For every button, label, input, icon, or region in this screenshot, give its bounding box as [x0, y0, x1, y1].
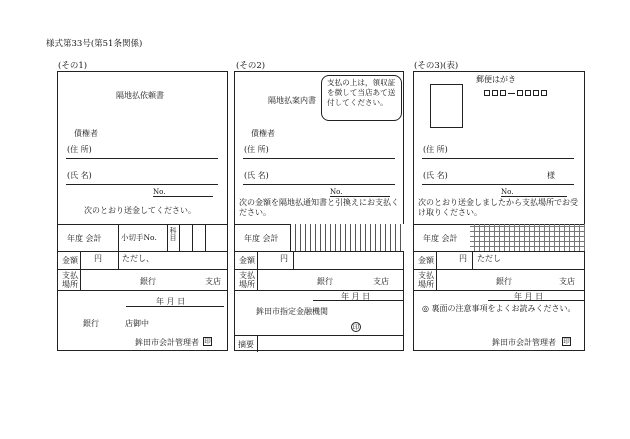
panel-label-2: (その2) [236, 61, 266, 71]
divider [436, 269, 437, 290]
address-line [243, 158, 395, 159]
branch-label: 支店 [559, 277, 575, 286]
year-account-label: 年度 会計 [423, 234, 458, 243]
date-label: 年 月 日 [156, 297, 186, 306]
creditor-label: 債権者 [74, 129, 98, 138]
divider [118, 224, 119, 251]
date-line [488, 300, 585, 301]
number-label: No. [153, 188, 166, 196]
treasurer-label: 鉾田市会計管理者 [135, 338, 199, 347]
divider [414, 269, 584, 270]
divider [472, 251, 473, 269]
divider [257, 269, 258, 290]
date-label: 年 月 日 [341, 292, 371, 301]
amount-label: 金額 [418, 256, 434, 265]
bank-label: 銀行 [140, 277, 156, 286]
stamp-box [430, 84, 463, 128]
divider [436, 251, 437, 269]
however-label: ただし、 [122, 254, 154, 263]
seal-mark: 印 [563, 337, 570, 345]
divider [257, 251, 258, 269]
branch-label: 支店 [205, 277, 221, 286]
address-label: (住 所) [423, 145, 448, 154]
year-account-label: 年度 会計 [67, 234, 102, 243]
panel-heading: 隔地払依頼書 [116, 91, 164, 100]
divider [167, 224, 168, 251]
treasurer-label: 鉾田市会計管理者 [492, 338, 556, 347]
form-title: 様式第33号(第51条関係) [46, 39, 143, 49]
yen-label: 円 [94, 254, 102, 263]
creditor-label: 債権者 [251, 129, 275, 138]
payment-place-label: 支払場所 [239, 271, 255, 289]
name-label: (氏 名) [244, 171, 269, 180]
request-text: 次のとおり送金してください。 [84, 206, 196, 215]
amount-label: 金額 [62, 256, 78, 265]
divider [414, 251, 584, 252]
divider [80, 269, 81, 290]
divider [80, 251, 81, 269]
designated-bank-label: 鉾田市指定金融機関 [256, 307, 328, 316]
divider [58, 224, 227, 225]
yen-label: 円 [459, 254, 467, 263]
check-number-label: 小切手No. [121, 233, 157, 242]
number-line [330, 196, 390, 197]
panel-heading: 郵便はがき [476, 75, 516, 84]
bank-label: 銀行 [317, 277, 333, 286]
divider [293, 251, 294, 269]
summary-label: 摘要 [238, 340, 254, 349]
number-line [501, 196, 567, 197]
sama-label: 様 [547, 171, 555, 180]
divider [235, 251, 403, 252]
address-line [66, 158, 218, 159]
name-label: (氏 名) [67, 171, 92, 180]
amount-label: 金額 [239, 256, 255, 265]
however-label: ただし [477, 254, 501, 263]
name-line [422, 184, 574, 185]
yen-label: 円 [280, 254, 288, 263]
postal-code-boxes [484, 89, 549, 97]
seal-mark: 印 [204, 337, 211, 345]
to-shop-label: 店御中 [125, 319, 149, 328]
hatched-area [470, 224, 585, 251]
panel-label-1: (その1) [58, 61, 88, 71]
year-account-label: 年度 会計 [244, 234, 279, 243]
address-line [422, 158, 574, 159]
bank-label: 銀行 [496, 277, 512, 286]
remittance-guide-panel [234, 71, 404, 351]
remittance-request-panel [57, 71, 228, 351]
request-text: 次のとおり送金しましたから支払場所でお受け取りください。 [418, 198, 578, 217]
divider [235, 269, 403, 270]
name-label: (氏 名) [423, 171, 448, 180]
divider [414, 290, 584, 291]
divider [118, 251, 119, 269]
payment-place-label: 支払場所 [62, 271, 78, 289]
branch-label: 支店 [373, 277, 389, 286]
divider [192, 224, 193, 251]
divider [58, 269, 227, 270]
divider [179, 224, 180, 251]
divider [235, 290, 403, 291]
subject-label: 科目 [169, 227, 177, 242]
seal-mark: 印 [352, 323, 360, 331]
address-label: (住 所) [244, 145, 269, 154]
panel-heading: 隔地払案内書 [268, 96, 316, 105]
divider [257, 335, 258, 352]
name-line [66, 184, 218, 185]
bank-to-label: 銀行 [83, 319, 99, 328]
number-label: No. [330, 188, 343, 196]
number-label: No. [501, 188, 514, 196]
address-label: (住 所) [67, 145, 92, 154]
request-text: 次の金額を隔地払通知書と引換えにお支払ください。 [239, 198, 399, 217]
postcard-panel [413, 71, 585, 351]
panel-label-3: (その3)(表) [414, 61, 459, 71]
payment-place-label: 支払場所 [418, 271, 434, 289]
date-line [313, 300, 404, 301]
instruction-note: 支払の上は，領収証を徴して当店あて送付してください。 [321, 75, 402, 121]
divider [58, 251, 227, 252]
hatched-area [290, 224, 404, 251]
divider [58, 290, 227, 291]
divider [235, 335, 403, 336]
number-line [153, 196, 213, 197]
name-line [243, 184, 395, 185]
date-label: 年 月 日 [514, 292, 544, 301]
date-line [126, 306, 224, 307]
divider [205, 224, 206, 251]
notice-text: ◎ 裏面の注意事項をよくお読みください。 [422, 304, 576, 313]
